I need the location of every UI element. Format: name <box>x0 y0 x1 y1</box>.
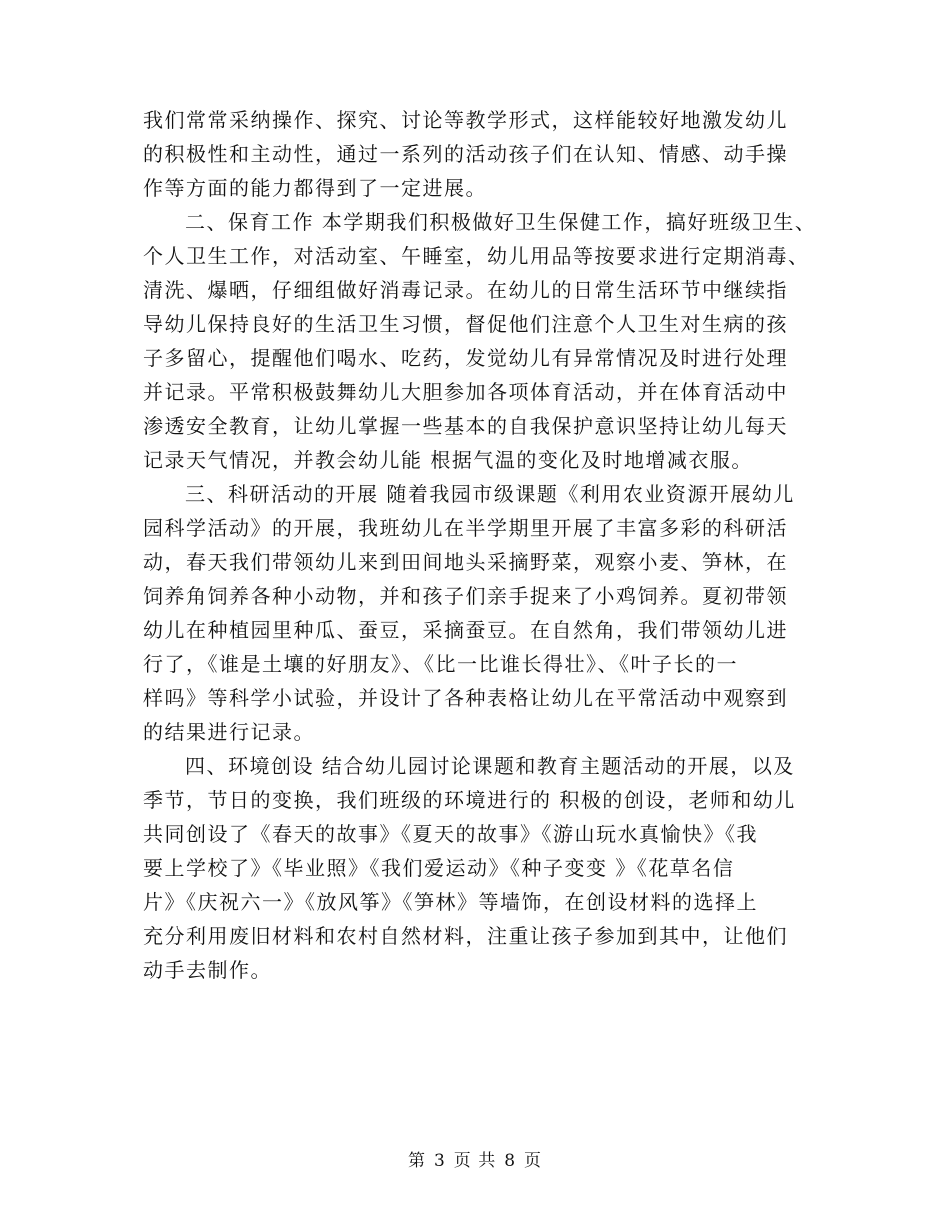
paragraph-heading-line: 四、环境创设 结合幼儿园讨论课题和教育主题活动的开展，以及 <box>185 754 795 778</box>
text-line: 要上学校了》《毕业照》《我们爱运动》《种子变变 》《花草名信 <box>143 856 735 880</box>
text-line: 个人卫生工作，对活动室、午睡室，幼儿用品等按要求进行定期消毒、 <box>143 244 810 268</box>
text-line: 充分利用废旧材料和农村自然材料，注重让孩子参加到其中，让他们 <box>143 924 788 948</box>
paragraph-heading-line: 二、保育工作 本学期我们积极做好卫生保健工作，搞好班级卫生、 <box>185 210 817 234</box>
text-line: 样吗》等科学小试验，并设计了各种表格让幼儿在平常活动中观察到 <box>143 686 788 710</box>
page-number-mid: 页 共 <box>453 1151 497 1171</box>
text-line: 片》《庆祝六一》《放风筝》《笋林》等墙饰，在创设材料的选择上 <box>143 890 758 914</box>
text-line: 动，春天我们带领幼儿来到田间地头采摘野菜，观察小麦、笋林，在 <box>143 550 788 574</box>
text-line: 我们常常采纳操作、探究、讨论等教学形式，这样能较好地激发幼儿 <box>143 108 788 132</box>
page-number-suffix: 页 <box>524 1151 543 1171</box>
text-line: 渗透安全教育，让幼儿掌握一些基本的自我保护意识坚持让幼儿每天 <box>143 414 788 438</box>
text-line: 清洗、爆晒，仔细组做好消毒记录。在幼儿的日常生活环节中继续指 <box>143 278 788 302</box>
page-number-prefix: 第 <box>407 1151 426 1171</box>
text-line: 幼儿在种植园里种瓜、蚕豆，采摘蚕豆。在自然角，我们带领幼儿进 <box>143 618 788 642</box>
text-line: 记录天气情况，并教会幼儿能 根据气温的变化及时地增减衣服。 <box>143 448 753 472</box>
page-footer <box>0 1150 950 1172</box>
text-line: 的积极性和主动性，通过一系列的活动孩子们在认知、情感、动手操 <box>143 142 788 166</box>
text-line: 导幼儿保持良好的生活卫生习惯，督促他们注意个人卫生对生病的孩 <box>143 312 788 336</box>
text-line: 并记录。平常积极鼓舞幼儿大胆参加各项体育活动，并在体育活动中 <box>143 380 788 404</box>
text-line: 的结果进行记录。 <box>143 720 315 744</box>
text-line: 行了，《谁是土壤的好朋友》、《比一比谁长得壮》、《叶子长的一 <box>143 652 738 676</box>
current-page-number: 3 <box>433 1151 446 1171</box>
text-line: 作等方面的能力都得到了一定进展。 <box>143 176 487 200</box>
text-line: 园科学活动》的开展，我班幼儿在半学期里开展了丰富多彩的科研活 <box>143 516 788 540</box>
text-line: 子多留心，提醒他们喝水、吃药，发觉幼儿有异常情况及时进行处理 <box>143 346 788 370</box>
text-line: 饲养角饲养各种小动物，并和孩子们亲手捉来了小鸡饲养。夏初带领 <box>143 584 788 608</box>
text-line: 季节，节日的变换，我们班级的环境进行的 积极的创设，老师和幼儿 <box>143 788 796 812</box>
total-page-number: 8 <box>504 1151 517 1171</box>
text-line: 共同创设了《春天的故事》《夏天的故事》《游山玩水真愉快》《我 <box>143 822 758 846</box>
paragraph-heading-line: 三、科研活动的开展 随着我园市级课题《利用农业资源开展幼儿 <box>185 482 795 506</box>
text-line: 动手去制作。 <box>143 958 272 982</box>
